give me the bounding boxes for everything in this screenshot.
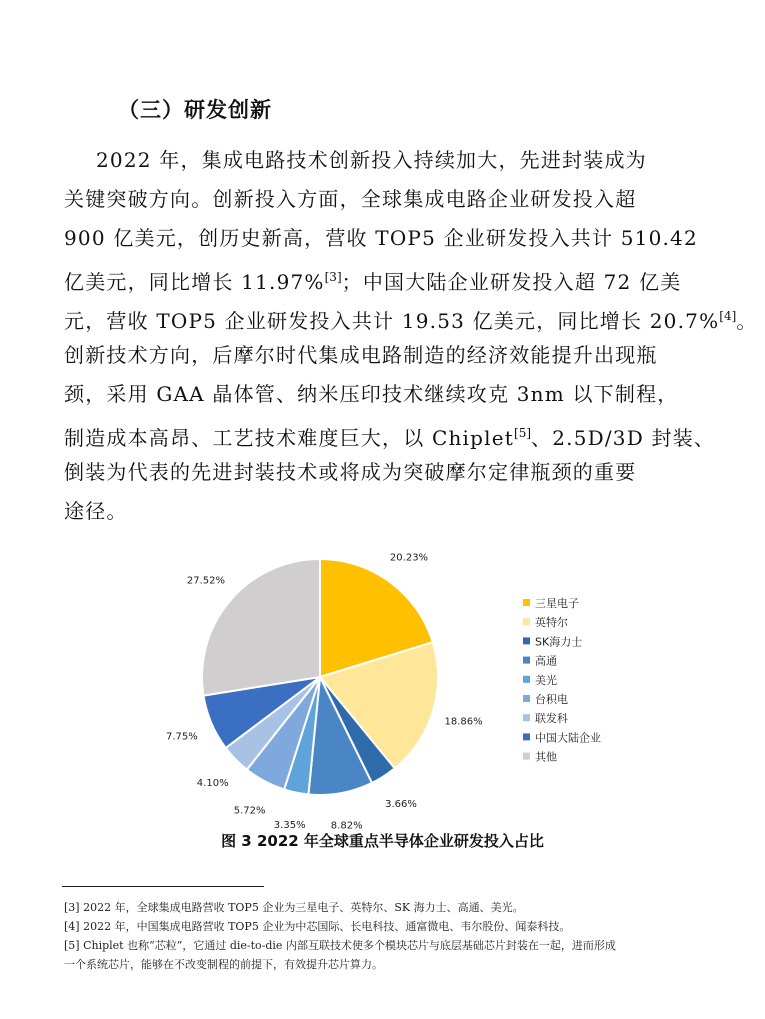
- paragraph-line: 制造成本高昂、工艺技术难度巨大，以 Chiplet[5]、2.5D/3D 封装、: [64, 426, 716, 450]
- pie-data-label: 20.23%: [389, 552, 429, 564]
- pie-data-label: 4.10%: [196, 777, 229, 789]
- citation-ref[interactable]: [3]: [324, 270, 342, 284]
- legend-swatch: [523, 599, 530, 606]
- legend-label: 联发科: [535, 712, 568, 726]
- paragraph-line: 关键突破方向。创新投入方面，全球集成电路企业研发投入超: [64, 187, 637, 211]
- paragraph-line: 2022 年，集成电路技术创新投入持续加大，先进封装成为: [96, 148, 647, 172]
- legend-swatch: [523, 618, 530, 625]
- legend-swatch: [523, 637, 530, 644]
- paragraph-line: 创新技术方向，后摩尔时代集成电路制造的经济效能提升出现瓶: [64, 343, 658, 367]
- paragraph-line: 900 亿美元，创历史新高，营收 TOP5 企业研发投入共计 510.42: [64, 226, 698, 250]
- citation-ref[interactable]: [4]: [719, 309, 737, 323]
- pie-data-label: 7.75%: [166, 731, 198, 743]
- pie-data-label: 8.82%: [330, 820, 363, 832]
- pie-data-label: 3.35%: [273, 819, 306, 831]
- citation-ref[interactable]: [5]: [514, 426, 532, 440]
- legend-swatch: [523, 714, 530, 721]
- legend-label: 中国大陆企业: [535, 731, 601, 745]
- paragraph-line: 颈，采用 GAA 晶体管、纳米压印技术继续攻克 3nm 以下制程，: [64, 382, 679, 406]
- legend-label: SK海力士: [535, 635, 583, 649]
- footnotes: [64, 898, 704, 974]
- paragraph-line: 亿美元，同比增长 11.97%[3]；中国大陆企业研发投入超 72 亿美: [64, 270, 682, 294]
- pie-chart: [150, 548, 630, 832]
- legend-swatch: [523, 733, 530, 740]
- footnote-continuation: 一个系统芯片，能够在不改变制程的前提下，有效提升芯片算力。: [64, 958, 383, 971]
- legend-swatch: [523, 657, 530, 664]
- legend-label: 美光: [535, 673, 557, 687]
- footnote-divider: [62, 886, 264, 887]
- legend-swatch: [523, 676, 530, 683]
- paragraph-line: 途径。: [64, 499, 128, 523]
- pie-data-label: 3.66%: [385, 799, 417, 811]
- legend-label: 三星电子: [535, 597, 579, 610]
- legend-label: 英特尔: [535, 616, 568, 630]
- pie-chart-svg: [150, 548, 630, 832]
- pie-data-label: 18.86%: [444, 716, 483, 728]
- pie-data-label: 27.52%: [186, 575, 225, 587]
- footnote: [4] 2022 年，中国集成电路营收 TOP5 企业为中芯国际、长电科技、通富微电、韦尔股份、闻泰科技。: [64, 920, 571, 933]
- paragraph-line: 元，营收 TOP5 企业研发投入共计 19.53 亿美元，同比增长 20.7%[4]。: [64, 309, 758, 333]
- legend-label: 台积电: [535, 693, 568, 706]
- section-heading: （三）研发创新: [118, 98, 272, 122]
- paragraph-line: 倒装为代表的先进封装技术或将成为突破摩尔定律瓶颈的重要: [64, 460, 637, 484]
- figure-caption: 图 3 2022 年全球重点半导体企业研发投入占比: [221, 832, 544, 850]
- legend-swatch: [523, 753, 530, 760]
- legend-swatch: [523, 695, 530, 702]
- legend-label: 其他: [535, 750, 557, 764]
- pie-data-label: 5.72%: [233, 805, 266, 817]
- footnote: [5] Chiplet 也称“芯粒”，它通过 die-to-die 内部互联技术使多个模块芯片与底层基础芯片封装在一起，进而形成: [64, 939, 616, 952]
- legend-label: 高通: [535, 654, 557, 668]
- footnote: [3] 2022 年，全球集成电路营收 TOP5 企业为三星电子、英特尔、SK 海力士、高通、美光。: [64, 901, 524, 914]
